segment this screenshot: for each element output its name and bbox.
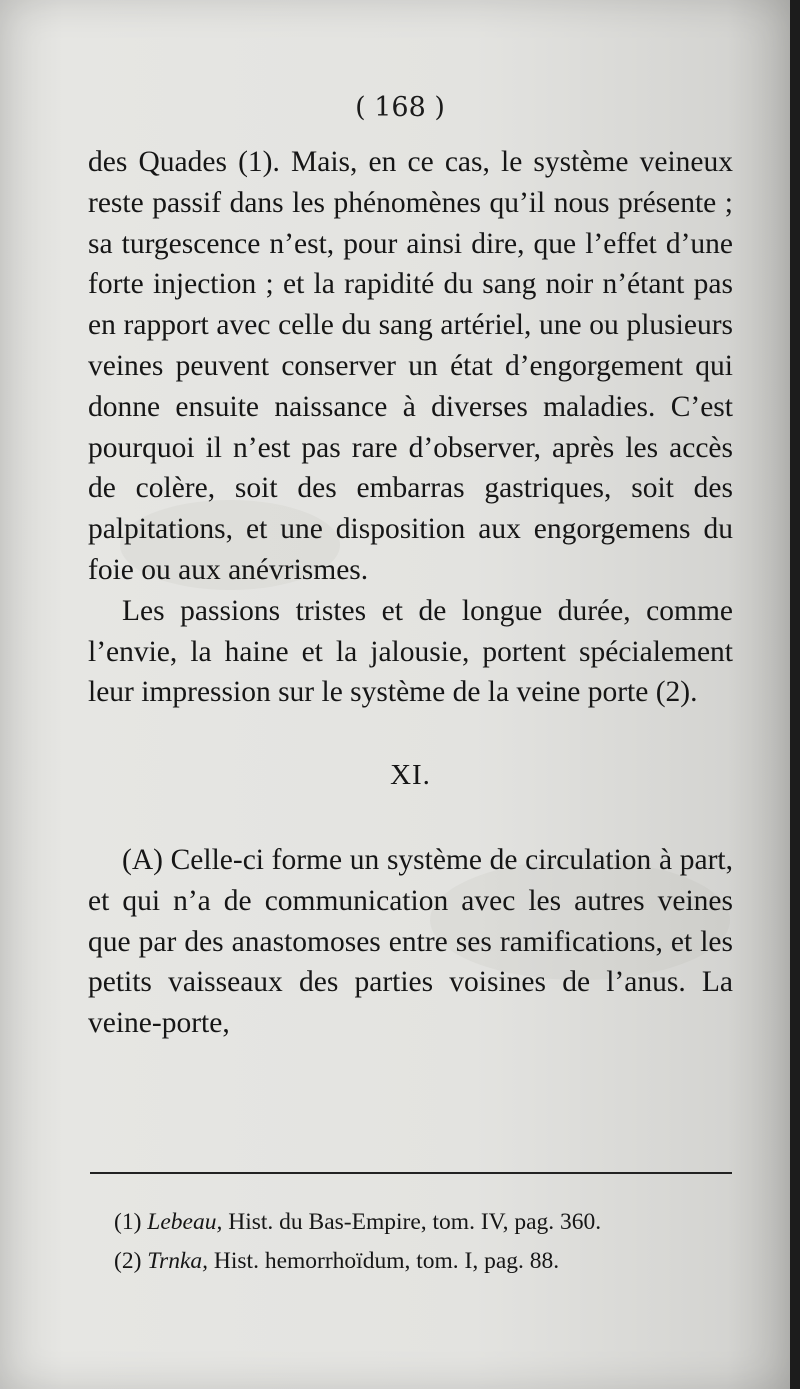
paragraph-1: des Quades (1). Mais, en ce cas, le système veineux reste passif dans les phénomènes qu’il nous présente ; sa turgescence n’est, pour ainsi dire, que l’effet d’une forte injection ; et la rapidité du sang noir n’étant pas en rapport avec celle du sang artériel, une ou plusieurs veines peuvent conserver un état d’engorgement qui donne ensuite naissance à diverses maladies. C’est pourquoi il n’est pas rare d’observer, après les accès de colère, soit des embarras gastriques, soit des palpitations, et une disposition aux engorgemens du foie ou aux anévrismes. bbox=[88, 146, 733, 586]
footnote-author: Lebeau, bbox=[147, 1209, 223, 1235]
footnote-2 bbox=[114, 1242, 754, 1281]
section-paragraph: (A) Celle-ci forme un système de circulation à part, et qui n’a de communication avec les autres veines que par des anastomoses entre ses ramifications, et les petits vaisseaux des parties voisines de l’anus. La veine-porte, bbox=[88, 843, 733, 1040]
footnotes bbox=[114, 1203, 754, 1281]
page-edge bbox=[790, 0, 800, 1389]
footnote-author: Trnka, bbox=[147, 1248, 209, 1274]
page-number: ( 168 ) bbox=[355, 92, 445, 123]
footnote-marker: (2) bbox=[114, 1248, 142, 1274]
footnote-1 bbox=[114, 1203, 754, 1242]
section-heading: XI. bbox=[390, 759, 431, 792]
footnote-reference: Hist. hemorrhoïdum, tom. I, pag. 88. bbox=[213, 1248, 560, 1274]
paragraph-2: Les passions tristes et de longue durée, comme l’envie, la haine et la jalousie, portent spécialement leur impression sur le système de la veine porte (2). bbox=[88, 594, 733, 709]
footnote-marker: (1) bbox=[114, 1209, 142, 1235]
main-text bbox=[88, 142, 733, 1044]
footnote-rule bbox=[90, 1172, 732, 1174]
footnote-reference: Hist. du Bas-Empire, tom. IV, pag. 360. bbox=[228, 1209, 602, 1235]
